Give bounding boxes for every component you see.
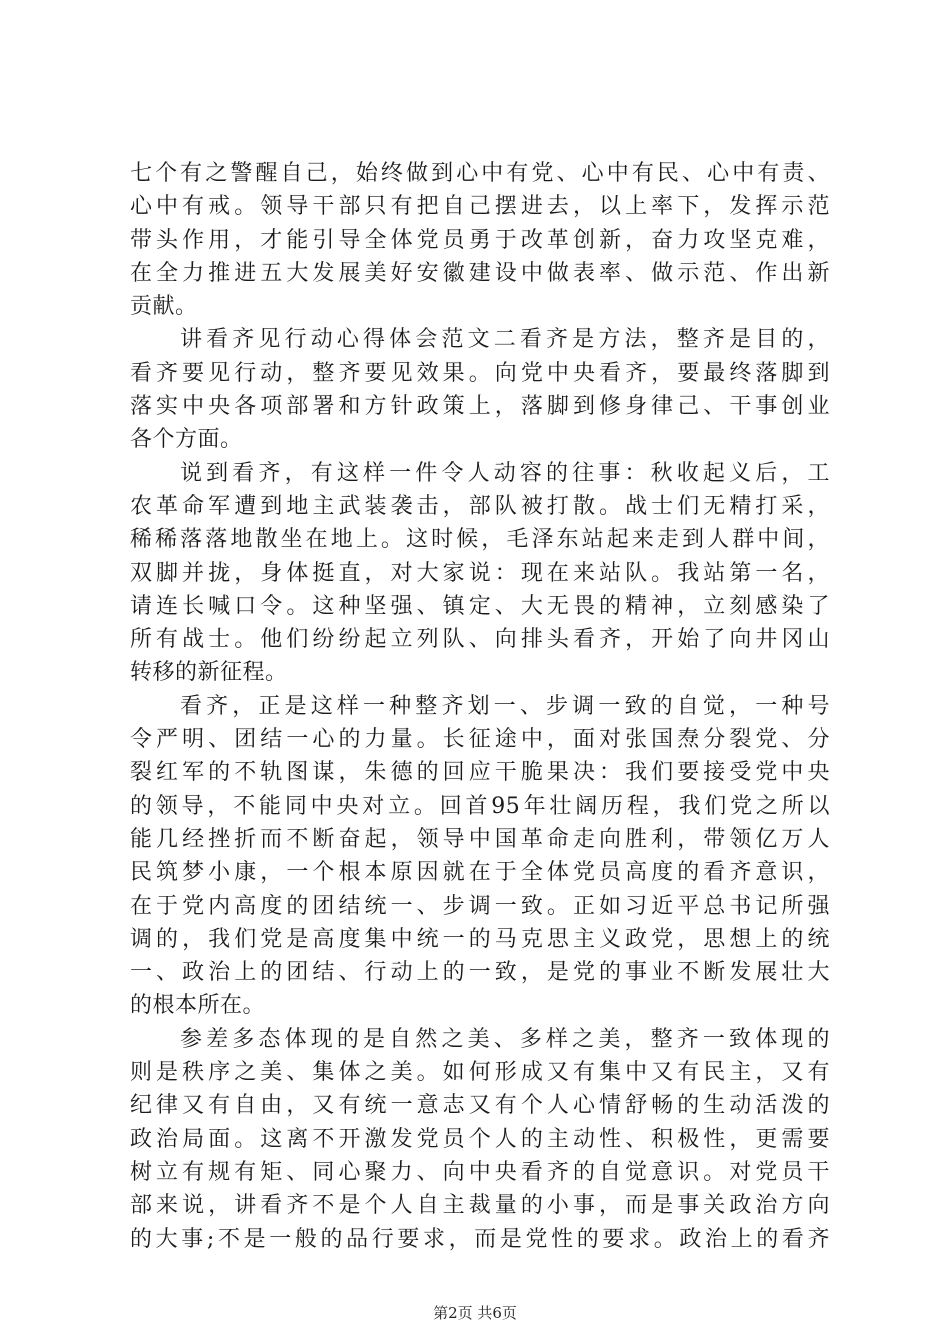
text-line: 参差多态体现的是自然之美、多样之美，整齐一致体现的	[180, 1026, 830, 1052]
text-line: 农革命军遭到地主武装袭击，部队被打散。战士们无精打采，	[130, 493, 830, 519]
text-line: 的大事;不是一般的品行要求，而是党性的要求。政治上的看齐	[130, 1226, 830, 1252]
text-line: 说到看齐，有这样一件令人动容的往事：秋收起义后，工	[180, 460, 830, 486]
text-line: 稀稀落落地散坐在地上。这时候，毛泽东站起来走到人群中间，	[130, 527, 830, 553]
text-line: 落实中央各项部署和方针政策上，落脚到修身律己、干事创业	[130, 394, 830, 420]
text-line: 讲看齐见行动心得体会范文二看齐是方法，整齐是目的，	[180, 327, 830, 353]
text-line: 政治局面。这离不开激发党员个人的主动性、积极性，更需要	[130, 1126, 830, 1152]
text-line: 心中有戒。领导干部只有把自己摆进去，以上率下，发挥示范	[130, 194, 830, 220]
text-line: 调的，我们党是高度集中统一的马克思主义政党，思想上的统	[130, 926, 830, 952]
text-line: 看齐，正是这样一种整齐划一、步调一致的自觉，一种号	[180, 693, 830, 719]
text-line: 树立有规有矩、同心聚力、向中央看齐的自觉意识。对党员干	[130, 1159, 830, 1185]
text-line: 纪律又有自由，又有统一意志又有个人心情舒畅的生动活泼的	[130, 1093, 830, 1119]
page-footer: 第2页 共6页	[433, 1304, 517, 1322]
text-line: 令严明、团结一心的力量。长征途中，面对张国焘分裂党、分	[130, 727, 830, 753]
text-line: 在于党内高度的团结统一、步调一致。正如习近平总书记所强	[130, 893, 830, 919]
text-line: 贡献。	[130, 294, 198, 320]
text-line: 在全力推进五大发展美好安徽建设中做表率、做示范、作出新	[130, 260, 830, 286]
text-line: 所有战士。他们纷纷起立列队、向排头看齐，开始了向井冈山	[130, 627, 830, 653]
text-line: 各个方面。	[130, 427, 243, 453]
text-line: 部来说，讲看齐不是个人自主裁量的小事，而是事关政治方向	[130, 1193, 830, 1219]
text-line: 七个有之警醒自己，始终做到心中有党、心中有民、心中有责、	[130, 161, 830, 186]
text-line: 的领导，不能同中央对立。回首95年壮阔历程，我们党之所以	[130, 793, 830, 819]
text-line: 带头作用，才能引导全体党员勇于改革创新，奋力攻坚克难，	[130, 227, 830, 253]
text-line: 双脚并拢，身体挺直，对大家说：现在来站队。我站第一名，	[130, 560, 830, 586]
text-line: 裂红军的不轨图谋，朱德的回应干脆果决：我们要接受党中央	[130, 760, 830, 786]
text-line: 请连长喊口令。这种坚强、镇定、大无畏的精神，立刻感染了	[130, 593, 830, 619]
text-line: 看齐要见行动，整齐要见效果。向党中央看齐，要最终落脚到	[130, 360, 830, 386]
text-line: 的根本所在。	[130, 993, 266, 1019]
document-body	[130, 157, 830, 1256]
text-line: 则是秩序之美、集体之美。如何形成又有集中又有民主，又有	[130, 1060, 830, 1086]
text-line: 转移的新征程。	[130, 660, 288, 686]
text-line: 民筑梦小康，一个根本原因就在于全体党员高度的看齐意识，	[130, 860, 830, 886]
text-line: 能几经挫折而不断奋起，领导中国革命走向胜利，带领亿万人	[130, 826, 830, 852]
text-line: 一、政治上的团结、行动上的一致，是党的事业不断发展壮大	[130, 960, 830, 986]
